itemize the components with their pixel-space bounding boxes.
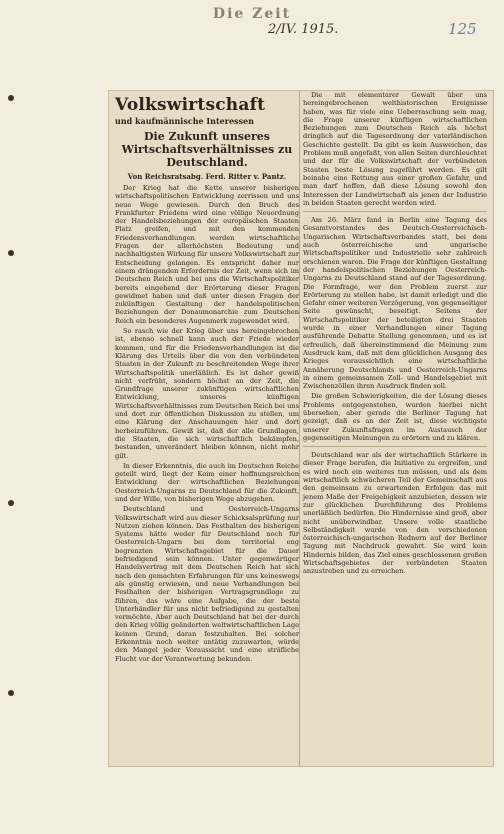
paragraph: Deutschland und Oesterreich-Ungarns Volkswirtschaft wird aus dieser Schicksalsprüfung nur Nutzen ziehen können. Das Festhalten des bisherigen Systems hätte weder für Deutschland noch für Oesterreich-Ungarn bei dem territorial eng begrenzten Wirtschaftsgebiet für die Dauer befriedigend sein können. Unter gegenwärtiger Handelsvertrag mit dem Deutschen Reich hat sich nach den gemachten Erfahrungen für uns keineswegs als günstig erwiesen, und neue Verhandlungen bei Festhalten der bisherigen Vertragsgrundlage zu führen, das wäre eine Aufgabe, die der beste Unterhändler für uns nicht befriedigend zu gestalten vermöchte. Aber auch Deutschland hat bei der durch den Krieg völlig geänderten weltwirtschaftlichen Lage keinen Grund, daran festzuhalten. Bei solcher Erkenntnis noch weiter untätig zuzuwarten, würde den Mangel jeder Voraussicht und eine sträfliche Flucht vor der Verantwortung bekunden. [115,505,299,663]
handwritten-date: 2/IV. 1915. [268,22,339,37]
punch-hole [8,95,14,101]
column-rule [299,91,300,766]
punch-hole [8,250,14,256]
section-title: Volkswirtschaft [115,95,266,115]
separator [303,211,487,212]
handwritten-number: 125 [448,20,477,38]
newspaper-clipping [108,90,494,767]
paragraph: Am 26. März fand in Berlin eine Tagung des Gesamtvorstandes des Deutsch-Oesterreichisch-Ungarischen Wirtschaftsverbandes statt, bei dem auch österreichische und ungarische Wirtschaftspolitiker und Industrielle sehr zahlreich erschienen waren. Die Frage der künftigen Gestaltung der handelspolitischen Beziehungen Oesterreich-Ungarns zu Deutschland stand auf der Tagesordnung. Die Formfrage, wer den Problem zuerst zur Erörterung zu stellen habe, ist damit erledigt und die Gefahr einer weiteren Verzögerung, von gegenseitiger Seite gewünscht, beseitigt. Seitens der Wirtschaftspolitiker der beteiligten drei Staaten wurde in einer Verhandlungen einer Tagung ausführende Debatte Stellung genommen, und es ist erfreulich, daß übereinstimmend die Meinung zum Ausdruck kam, daß mit dem glücklichen Ausgang des Krieges voraussichtlich eine wirtschaftliche Annäherung Deutschlands und Oesterreich-Ungarns in einem gemeinsamen Zoll- und Handelsgebiet mit Zwischenzöllen ihren Ausdruck finden soll. [303,216,487,391]
paragraph: Die großen Schwierigkeiten, die der Lösung dieses Problems entgegenstehen, wurden hierbei nicht übersehen, aber gerade die Berliner Tagung hat gezeigt, daß es an der Zeit ist, diese wichtigste unserer Zukunftsfragen im Austausch der gegenseitigen Meinungen zu erörtern und zu klären. [303,392,487,442]
paragraph: Deutschland war als der wirtschaftlich Stärkere in dieser Frage berufen, die Initiative zu ergreifen, und es wird noch ein weiteres tun müssen, und als dem wirtschaftlich schwächeren Teil der Gemeinschaft aus den gemeinsam zu erwartenden Erfolgen das mit jenem Maße der Freigebigkeit anzubieten, dessen wir zur glücklichen Durchführung des Problems unerläßlich bedürfen. Die Hindernisse sind groß, aber nicht unüberwindbar. Unsere volle staatliche Selbständigkeit wurde von den verschiedenen österreichisch-ungarischen Rednern auf der Berliner Tagung mit Nachdruck gewahrt. Sie wird kein Hindernis bilden, das Ziel eines geschlossenen großen Wirtschaftsgebietes der verbündeten Staaten anzustreben und zu erreichen. [303,451,487,576]
article-byline: Von Reichsratsabg. Ferd. Ritter v. Pantz. [127,172,287,181]
paragraph: Der Krieg hat die Kette unserer bisherigen wirtschaftspolitischen Entwicklung zerrissen und uns neue Wege gewiesen. Durch den Bruch des Frankfurter Friedens wird eine völlige Neuordnung der Handelsbeziehungen der europäischen Staaten Platz greifen, und mit den kommenden Friedensverhandlungen werden wirtschaftliche Fragen der allerhöchsten Bedeutung und nachhaltigsten Wirkung für unsere Volkswirtschaft zur Entscheidung gelangen. Es entspricht daher nur einem drängenden Erfordernis der Zeit, wenn sich im Deutschen Reich und bei uns die Wirtschaftspolitiker bereits eingehend der Erörterung dieser Fragen gewidmet haben und daß unter diesen Fragen der zukünftigen Gestaltung der handelspolitischen Beziehungen der Donaumonarchie zum Deutschen Reich ein besonderes Augenmerk zugewendet wird. [115,184,299,325]
right-column [303,91,487,578]
paragraph: In dieser Erkenntnis, die auch im Deutschen Reiche geteilt wird, liegt der Keim einer hoffnungsreichen Entwicklung der wirtschaftlichen Beziehungen Oesterreich-Ungarns zu Deutschland für die Zukunft, und der Wille, von bisherigen Wege abzugehen. [115,461,299,503]
newspaper-masthead: Die Zeit [212,6,292,22]
section-subtitle: und kaufmännische Interessen [115,116,254,126]
left-column [115,91,299,665]
separator [303,446,487,447]
punch-hole [8,500,14,506]
article-headline: Die Zukunft unseres Wirtschaftsverhältnisses zu Deutschland. [121,130,293,169]
paragraph: So rasch wie der Krieg über uns hereingebrochen ist, ebenso schnell kann auch der Friede wieder kommen, und für die Friedensverhandlungen ist die Klärung des Urteils über die von den verbündeten Staaten in der Zukunft zu beschreitenden Wege ihrer Wirtschaftspolitik unerläßlich. Es ist daher gewiß nicht verfrüht, sondern höchst an der Zeit, die Grundfrage unserer zukünftigen wirtschaftlichen Entwicklung, unseres künftigen Wirtschaftsverhältnisses zum Deutschen Reich bei uns und dort zur öffentlichen Diskussion zu stellen, um eine Klärung der Anschauungen hier und dort herbeizuführen. Gewiß ist, daß der alle Grundlagen, die Staaten, die sich wirtschaftlich bekämpfen, bestanden, unverändert bleiben können, nicht mehr gilt. [115,327,299,460]
paragraph: Die mit elementarer Gewalt über uns hereingebrochenen welthistorischen Ereignisse haben, was für viele eine Ueberraschung sein mag, die Frage unserer künftigen wirtschaftlichen Beziehungen zum Deutschen Reich als höchst dringlich auf die Tagesordnung der vaterländischen Geschichte gestellt. Da gibt es kein Ausweichen, das Problem muß angefaßt, von allen Seiten durchleuchtet und der für die Volkswirtschaft der verbündeten Staaten beste Lösung zugeführt werden. Es gilt beinahe eine Rettung aus einer großen Gefahr, und man darf hoffen, daß diese Lösung sowohl den Interessen der Landwirtschaft als jenen der Industrie in beiden Staaten gerecht werden wird. [303,91,487,207]
punch-hole [8,690,14,696]
